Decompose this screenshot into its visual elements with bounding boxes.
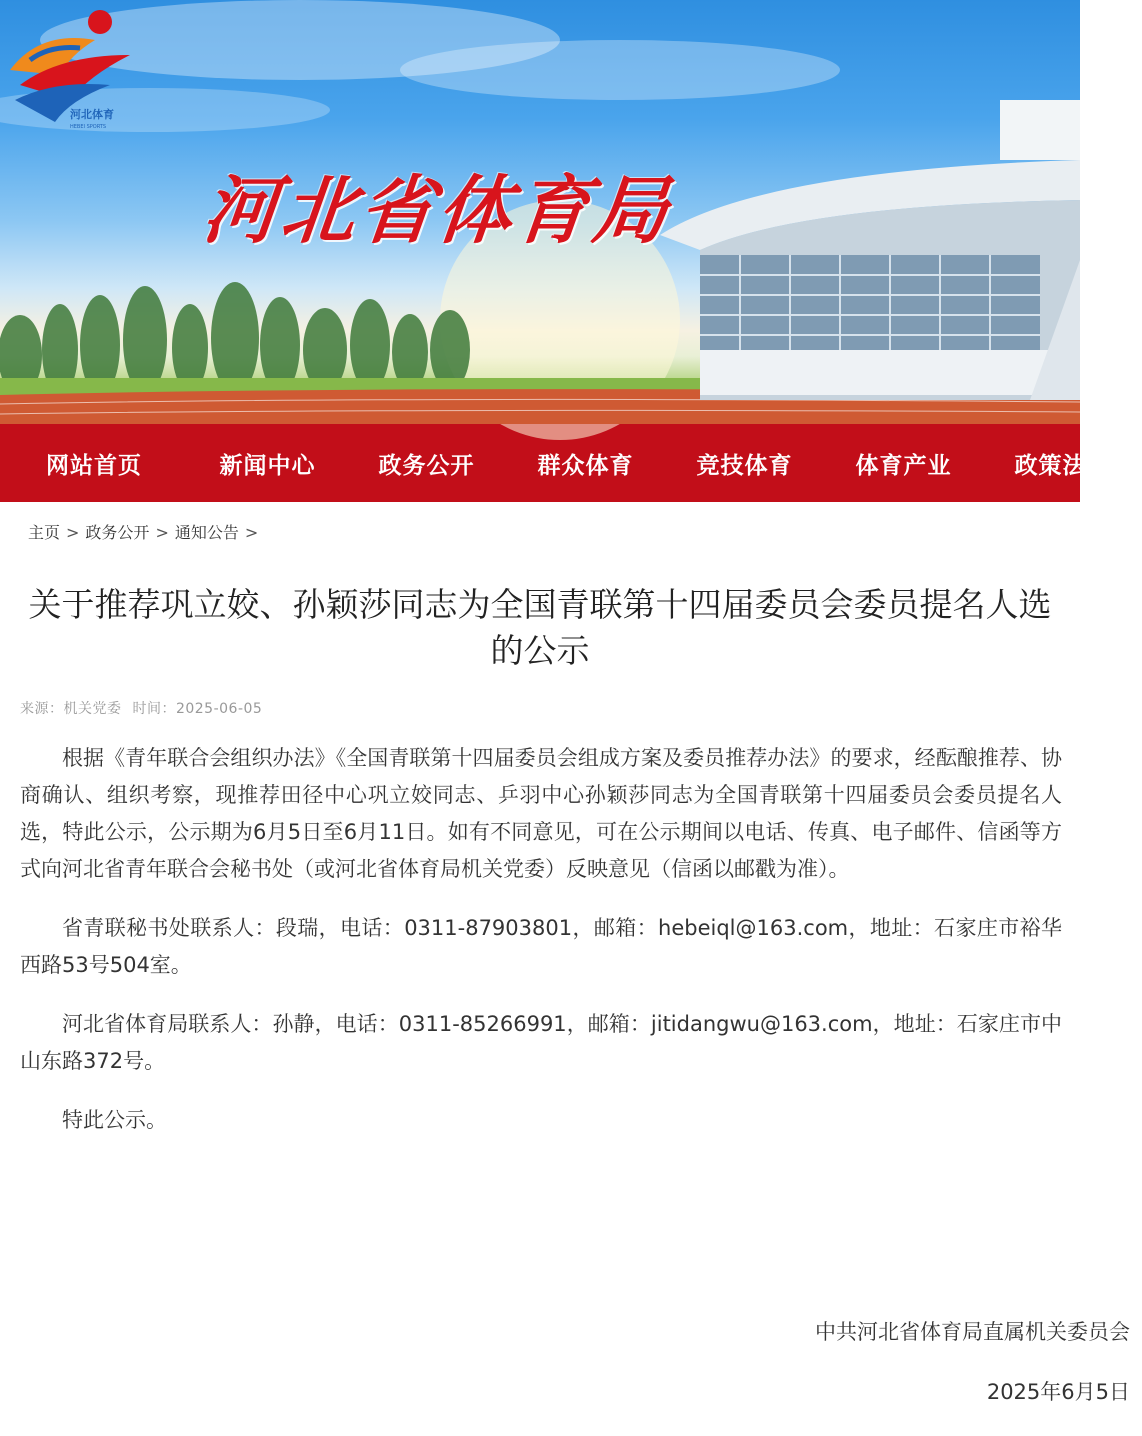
article-paragraph: 根据《青年联合会组织办法》《全国青联第十四届委员会组成方案及委员推荐办法》的要求，经酝酿推荐、协商确认、组织考察，现推荐田径中心巩立姣同志、乒羽中心孙颖莎同志为全国青联第十四届委员会委员提名人选，特此公示，公示期为6月5日至6月11日。如有不同意见，可在公示期间以电话、传真、电子邮件、信函等方式向河北省青年联合会秘书处（或河北省体育局机关党委）反映意见（信函以邮戳为准）。 [20, 746, 1062, 881]
header-banner [0, 0, 1080, 424]
signature-org: 中共河北省体育局直属机关委员会 [815, 1320, 1130, 1344]
site-name: 河北省体育局 [198, 168, 676, 254]
article-paragraph: 省青联秘书处联系人：段瑞，电话：0311-87903801，邮箱：hebeiql@163.com，地址：石家庄市裕华西路53号504室。 [20, 916, 1062, 977]
nav-item-home[interactable]: 网站首页 [46, 452, 142, 479]
logo-subcaption: HEBEI SPORTS [70, 124, 107, 130]
article-title: 关于推荐巩立姣、孙颖莎同志为全国青联第十四届委员会委员提名人选的公示 [28, 585, 1052, 670]
article-signature [815, 1302, 1130, 1422]
nav-item-competitive-sports[interactable]: 竞技体育 [696, 452, 793, 479]
logo-icon [0, 0, 140, 132]
nav-item-sports-industry[interactable]: 体育产业 [855, 452, 952, 479]
nav-item-news[interactable]: 新闻中心 [219, 452, 316, 479]
stadium-graphic [660, 100, 1080, 400]
article-meta [20, 698, 1080, 718]
breadcrumb-separator: > [244, 523, 259, 542]
article-body [20, 740, 1062, 1139]
breadcrumb-notices-link[interactable]: 通知公告 [174, 523, 239, 542]
breadcrumb-separator: > [155, 523, 169, 542]
article-source: 来源：机关党委 [20, 701, 122, 717]
logo-caption: 河北体育 [70, 108, 114, 121]
nav-item-government-affairs[interactable]: 政务公开 [378, 452, 475, 479]
breadcrumb-government-affairs-link[interactable]: 政务公开 [85, 523, 150, 542]
breadcrumb-separator: > [66, 523, 80, 542]
article-time: 时间：2025-06-05 [132, 701, 263, 717]
article-paragraph: 特此公示。 [62, 1108, 167, 1132]
nav-item-policies[interactable]: 政策法规 [1014, 452, 1111, 479]
breadcrumb-home-link[interactable]: 主页 [28, 523, 61, 542]
article-paragraph: 河北省体育局联系人：孙静，电话：0311-85266991，邮箱：jitidangwu@163.com，地址：石家庄市中山东路372号。 [20, 1012, 1062, 1073]
nav-item-mass-sports[interactable]: 群众体育 [537, 452, 634, 479]
signature-date: 2025年6月5日 [986, 1380, 1130, 1404]
breadcrumb [0, 502, 1080, 558]
